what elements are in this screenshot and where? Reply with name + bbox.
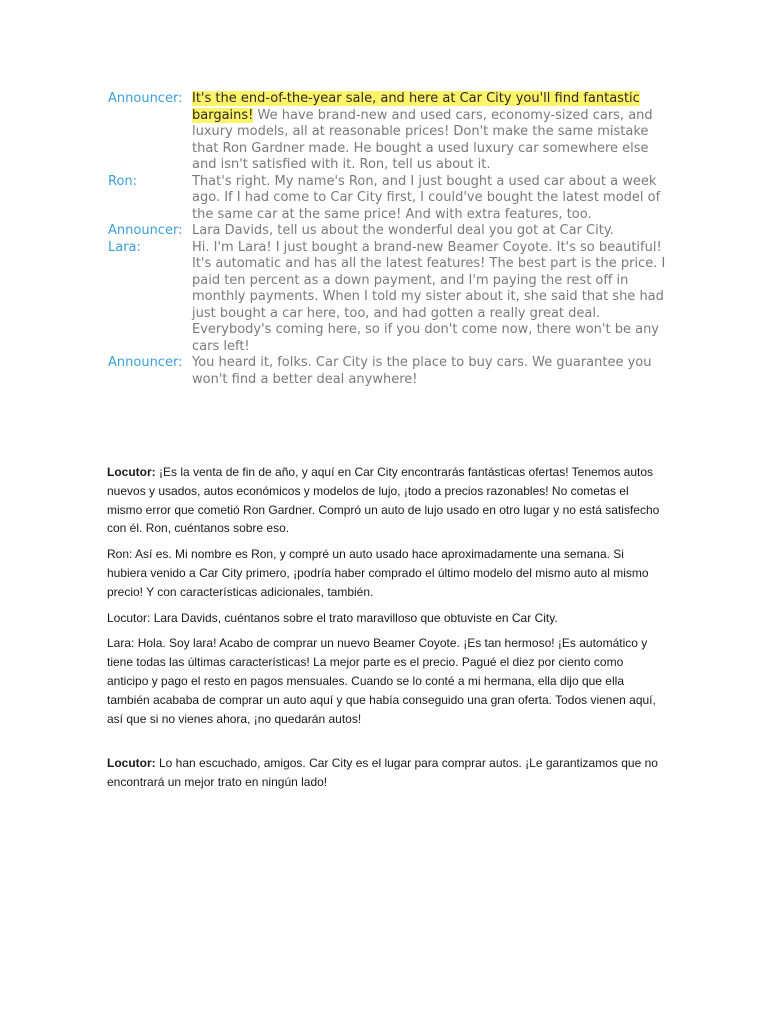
dialogue-line bbox=[108, 174, 668, 224]
speaker-label: Announcer: bbox=[108, 355, 183, 370]
speech-text: You heard it, folks. Car City is the place to buy cars. We guarantee you won't find a better deal anywhere! bbox=[192, 355, 652, 387]
highlighted-text: It's the end-of-the-year sale, and here at Car City you'll find fantastic bargains! bbox=[192, 91, 640, 123]
speech-text: That's right. My name's Ron, and I just bought a used car about a week ago. If I had come to Car City first, I could've bought the latest model of the same car at the same price! And with extra features, too. bbox=[192, 173, 661, 222]
speaker-label: Locutor: bbox=[107, 465, 156, 479]
speaker-label: Ron: bbox=[107, 547, 133, 562]
speaker-label: Lara: bbox=[108, 239, 141, 255]
translation-paragraph bbox=[107, 463, 667, 538]
speaker-label: Announcer: bbox=[108, 223, 183, 238]
speech-rest: We have brand-new and used cars, economy-sized cars, and luxury models, all at reasonable prices! Don't make the same mistake that Ron Gardner made. He bought a used luxury car somewhere else and isn't satisfied with it. Ron, tell us about it. bbox=[192, 107, 653, 172]
paragraph-text: Lara Davids, cuéntanos sobre el trato maravilloso que obtuviste en Car City. bbox=[150, 610, 558, 625]
speaker-label: Lara: bbox=[107, 636, 135, 651]
spanish-translation bbox=[107, 463, 667, 792]
dialogue-line bbox=[108, 223, 668, 240]
paragraph-text: Así es. Mi nombre es Ron, y compré un auto usado hace aproximadamente una semana. Si hubiera venido a Car City primero, ¡podría haber comprado el último modelo del mismo auto al mismo precio! Y con características adicionales, también. bbox=[107, 547, 649, 599]
paragraph-text: Lo han escuchado, amigos. Car City es el lugar para comprar autos. ¡Le garantizamos que no encontrará un mejor trato en ningún lado! bbox=[107, 756, 658, 790]
paragraph-text: Hola. Soy lara! Acabo de comprar un nuevo Beamer Coyote. ¡Es tan hermoso! ¡Es automático y tiene todas las últimas características! La mejor parte es el precio. Pagué el diez por ciento como anticipo y pago el resto en pagos mensuales. Cuando se lo conté a mi hermana, ella dijo que ella también acababa de comprar un auto aquí y que había conseguido una gran oferta. Todos vienen aquí, así que si no vienes ahora, ¡no quedarán autos! bbox=[107, 636, 656, 726]
dialogue-line bbox=[108, 240, 668, 356]
paragraph-text: ¡Es la venta de fin de año, y aquí en Car City encontrarás fantásticas ofertas! Tenemos autos nuevos y usados, autos económicos y modelos de lujo, ¡todo a precios razonables! No cometas el mismo error que cometió Ron Gardner. Compró un auto de lujo usado en otro lugar y no está satisfecho con él. Ron, cuéntanos sobre eso. bbox=[107, 465, 660, 536]
speech-text: Hi. I'm Lara! I just bought a brand-new Beamer Coyote. It's so beautiful! It's automatic and has all the latest features! The best part is the price. I paid ten percent as a down payment, and I'm paying the rest off in monthly payments. When I told my sister about it, she said that she had just bought a car here, too, and had gotten a really great deal. Everybody's coming here, so if you don't come now, there won't be any cars left! bbox=[192, 239, 666, 354]
translation-paragraph bbox=[107, 754, 667, 792]
speaker-label: Ron: bbox=[108, 173, 138, 189]
speaker-label: Announcer: bbox=[108, 91, 183, 106]
translation-paragraph bbox=[107, 634, 667, 728]
dialogue-line bbox=[108, 355, 668, 388]
dialogue-line bbox=[108, 91, 668, 174]
speaker-label: Locutor: bbox=[107, 610, 151, 625]
speech-text: Lara Davids, tell us about the wonderful deal you got at Car City. bbox=[192, 223, 614, 238]
translation-paragraph bbox=[107, 545, 667, 601]
speech-text bbox=[192, 91, 668, 174]
speaker-label: Locutor: bbox=[107, 756, 156, 771]
english-dialogue bbox=[108, 91, 668, 388]
translation-paragraph bbox=[107, 609, 667, 628]
